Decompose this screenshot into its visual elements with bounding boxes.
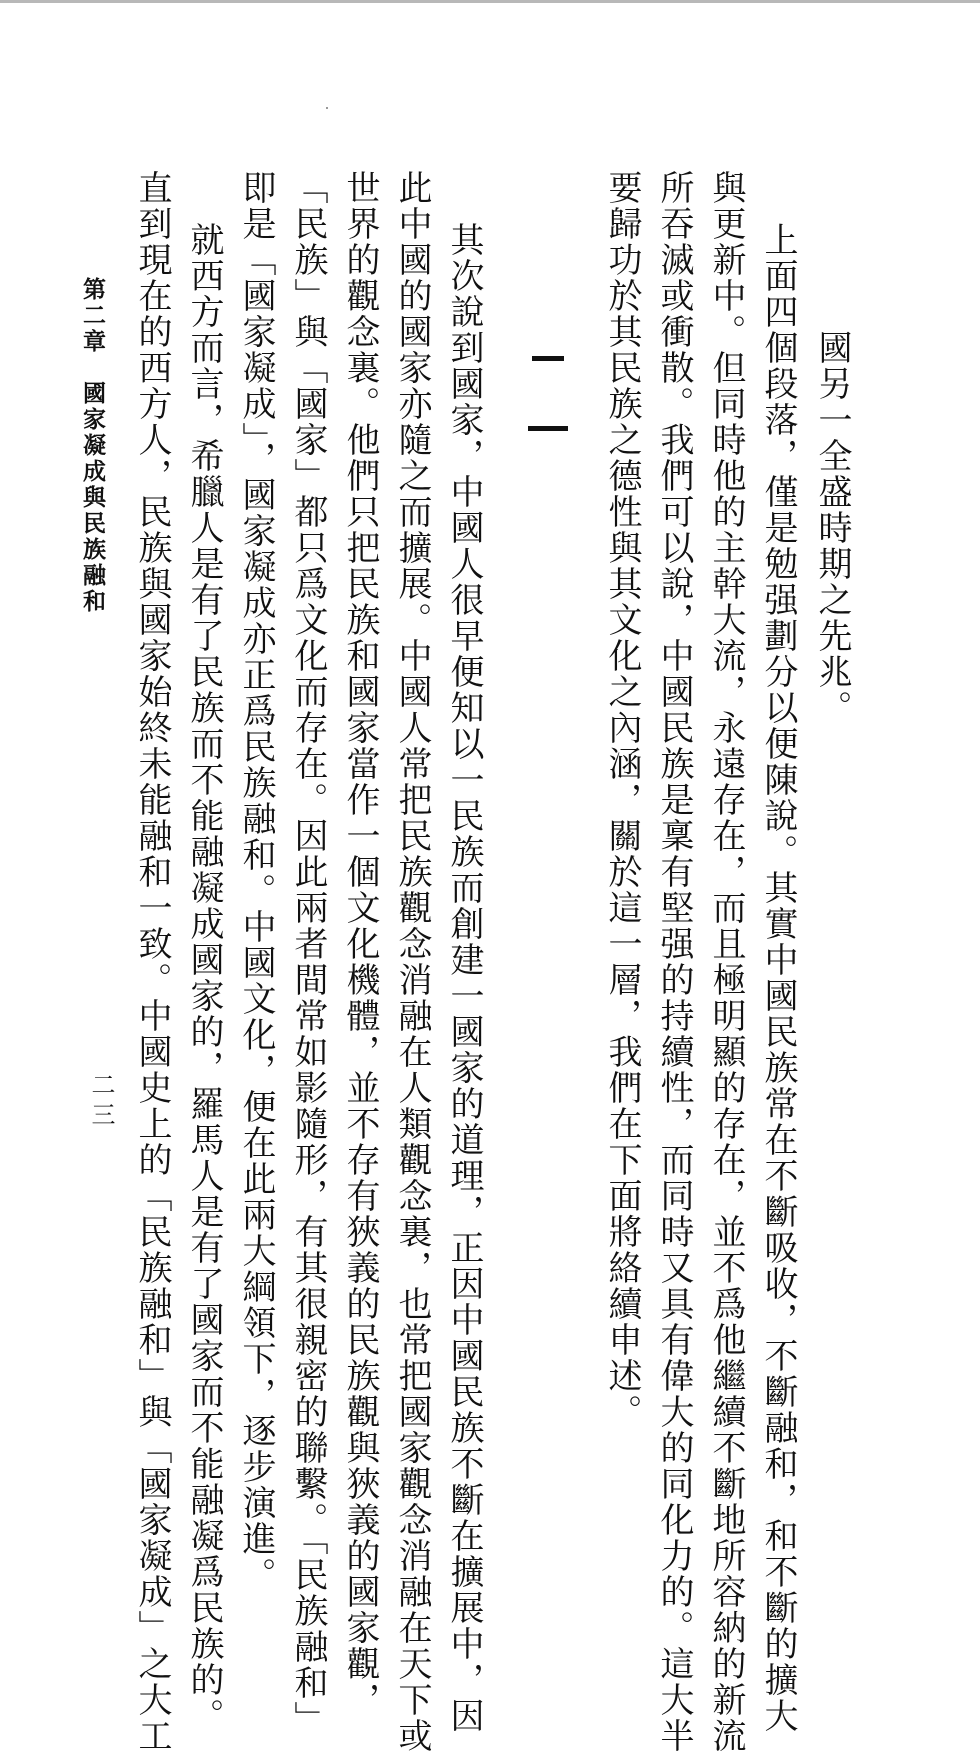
- section-number-stroke: [528, 426, 568, 431]
- text-column: [654, 170, 694, 1754]
- text-column: [340, 170, 380, 1718]
- column-text: 世界的觀念裏。他們只把民族和國家當作一個文化機體，並不存有狹義的民族觀與狹義的國家觀，: [340, 170, 380, 1718]
- column-text: 要歸功於其民族之德性與其文化之內涵，關於這一層，我們在下面將絡續申述。: [602, 170, 642, 1430]
- scan-speck: [326, 107, 328, 109]
- text-column: [706, 170, 746, 1754]
- page-number: 二三: [87, 1072, 115, 1132]
- column-text: 即是「國家凝成」，國家凝成亦正爲民族融和。中國文化，便在此兩大綱領下，逐步演進。: [236, 170, 276, 1593]
- text-column: [288, 170, 328, 1737]
- text-column: [444, 222, 484, 1734]
- column-text: 其次說到國家，中國人很早便知以一民族而創建一國家的道理，正因中國民族不斷在擴展中，因: [444, 222, 484, 1734]
- text-column: [602, 170, 642, 1430]
- running-head: 第二章 國家凝成與民族融和: [79, 277, 106, 615]
- section-number: [528, 348, 568, 438]
- column-text: 與更新中。但同時他的主幹大流，永遠存在，而且極明顯的存在，並不爲他繼續不斷地所容納的新流: [706, 170, 746, 1754]
- column-text: 「民族」與「國家」都只爲文化而存在。因此兩者間常如影隨形，有其很親密的聯繫。「民族融和」: [288, 170, 328, 1737]
- text-column: [184, 222, 224, 1734]
- text-column: [758, 222, 798, 1734]
- column-text: 所吞滅或衝散。我們可以說，中國民族是稟有堅强的持續性，而同時又具有偉大的同化力的。這大半: [654, 170, 694, 1754]
- column-text: 此中國的國家亦隨之而擴展。中國人常把民族觀念消融在人類觀念裏，也常把國家觀念消融在天下或: [392, 170, 432, 1754]
- top-border-line: [0, 0, 980, 3]
- text-column: [236, 170, 276, 1593]
- column-text: 國另一全盛時期之先兆。: [812, 330, 852, 726]
- column-text: 上面四個段落，僅是勉强劃分以便陳說。其實中國民族常在不斷吸收，不斷融和，和不斷的擴大: [758, 222, 798, 1734]
- text-column: [812, 330, 852, 726]
- section-number-stroke: [532, 356, 564, 361]
- text-column: [392, 170, 432, 1754]
- column-text: 直到現在的西方人，民族與國家始終未能融和一致。中國史上的「民族融和」與「國家凝成」之大工: [132, 170, 172, 1754]
- column-text: 就西方而言，希臘人是有了民族而不能融凝成國家的，羅馬人是有了國家而不能融凝爲民族的。: [184, 222, 224, 1734]
- text-column: [132, 170, 172, 1754]
